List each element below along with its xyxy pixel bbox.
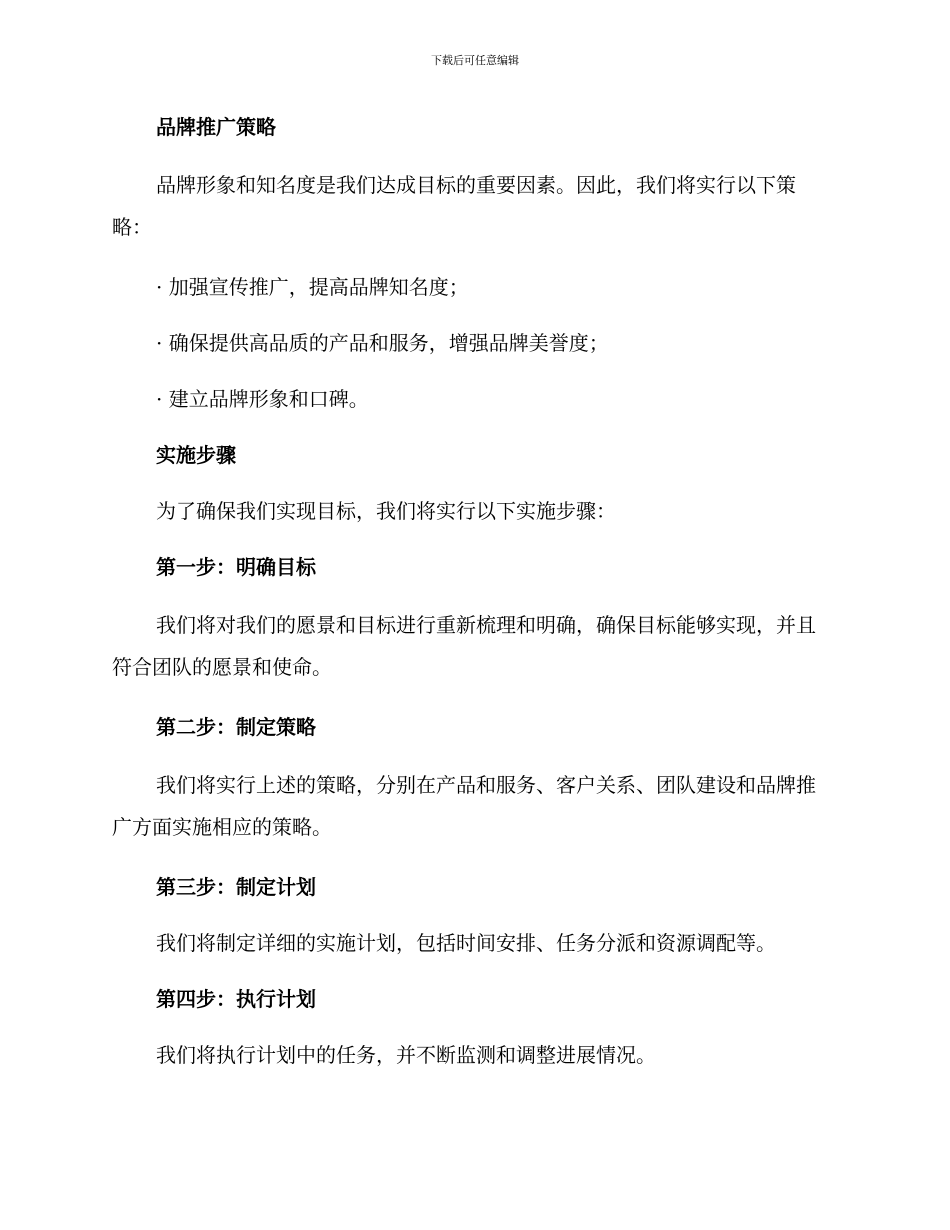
spacer bbox=[112, 1016, 830, 1038]
spacer bbox=[112, 584, 830, 604]
header-note: 下载后可任意编辑 bbox=[431, 54, 519, 67]
document-body bbox=[112, 110, 830, 1072]
paragraph-step-1: 我们将对我们的愿景和目标进行重新梳理和明确，确保目标能够实现，并且符合团队的愿景和使命。 bbox=[112, 613, 816, 679]
spacer bbox=[112, 848, 830, 870]
paragraph-steps-intro: 为了确保我们实现目标，我们将实行以下实施步骤： bbox=[156, 499, 616, 523]
bullet-item: · 建立品牌形象和口碑。 bbox=[156, 387, 369, 411]
bullet-item: · 确保提供高品质的产品和服务，增强品牌美誉度； bbox=[156, 331, 609, 355]
paragraph-step-2: 我们将实行上述的策略，分别在产品和服务、客户关系、团队建设和品牌推广方面实施相应的策略。 bbox=[112, 773, 816, 839]
spacer bbox=[112, 688, 830, 710]
spacer bbox=[112, 144, 830, 164]
spacer bbox=[112, 248, 830, 270]
spacer bbox=[112, 416, 830, 438]
step-heading-4: 第四步：执行计划 bbox=[156, 987, 316, 1011]
paragraph-step-4: 我们将执行计划中的任务，并不断监测和调整进展情况。 bbox=[156, 1043, 656, 1067]
paragraph-step-3: 我们将制定详细的实施计划，包括时间安排、任务分派和资源调配等。 bbox=[156, 931, 776, 955]
section-heading-brand: 品牌推广策略 bbox=[156, 115, 276, 139]
spacer bbox=[112, 304, 830, 326]
spacer bbox=[112, 528, 830, 550]
spacer bbox=[112, 360, 830, 382]
paragraph-brand-intro: 品牌形象和知名度是我们达成目标的重要因素。因此，我们将实行以下策略： bbox=[112, 173, 796, 239]
spacer bbox=[112, 960, 830, 982]
step-heading-3: 第三步：制定计划 bbox=[156, 875, 316, 899]
spacer bbox=[112, 744, 830, 764]
spacer bbox=[112, 904, 830, 926]
step-heading-2: 第二步：制定策略 bbox=[156, 715, 316, 739]
bullet-item: · 加强宣传推广，提高品牌知名度； bbox=[156, 275, 469, 299]
section-heading-steps: 实施步骤 bbox=[156, 443, 236, 467]
step-heading-1: 第一步：明确目标 bbox=[156, 555, 316, 579]
spacer bbox=[112, 472, 830, 494]
